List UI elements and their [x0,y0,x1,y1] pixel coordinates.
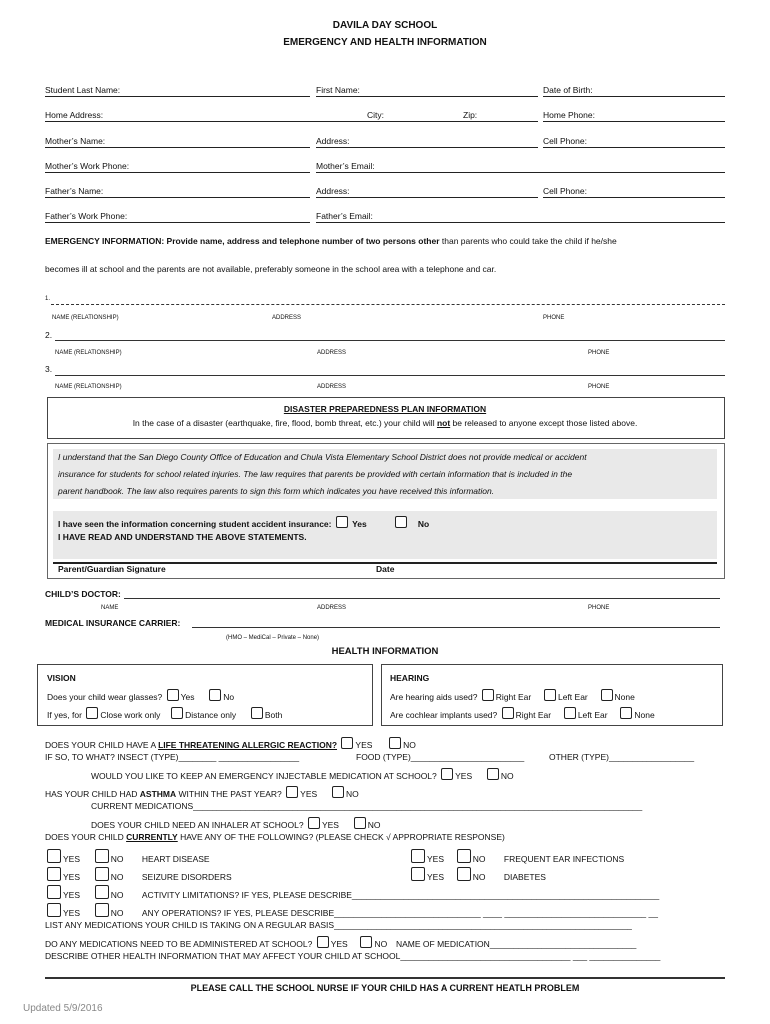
father-name-field[interactable]: Father’s Name: [45,181,310,198]
heart-yes-checkbox[interactable] [47,849,61,863]
activity-yes-checkbox[interactable] [47,885,61,899]
hearing-title: HEARING [390,673,430,683]
close-work-checkbox[interactable] [86,707,98,719]
seizure-row: YES NO SEIZURE DISORDERS [45,867,232,882]
form-title: EMERGENCY AND HEALTH INFORMATION [283,37,487,48]
home-address-field[interactable]: Home Address: City: Zip: [45,105,538,122]
father-work-phone-field[interactable]: Father’s Work Phone: [45,206,310,223]
food-allergy-field[interactable]: FOOD (TYPE)________________________ [356,752,525,762]
insurance-notice-line1: I understand that the San Diego County Office of Education and Chula Vista Elementary School District does not provide medical or accident [58,452,587,462]
epi-yes-checkbox[interactable] [441,768,453,780]
zip-label: Zip: [463,110,478,120]
disaster-plan-text: In the case of a disaster (earthquake, fire, flood, bomb threat, etc.) your child will not be released to anyone except those listed above. [132,418,638,428]
signature-label: Parent/Guardian Signature [58,564,166,574]
insurance-notice-line2: insurance for students for school related injuries. The law requires that parents be provided with certain information that is included in the [58,469,573,479]
seizure-no-checkbox[interactable] [95,867,109,881]
aids-right-ear-checkbox[interactable] [482,689,494,701]
childs-doctor-field[interactable] [124,586,720,599]
inhaler-no-checkbox[interactable] [354,817,366,829]
date-label: Date [376,564,395,574]
operations-yes-checkbox[interactable] [47,903,61,917]
mother-address-field[interactable]: Address: [316,131,538,148]
ear-no-checkbox[interactable] [457,849,471,863]
list-medications-field[interactable]: LIST ANY MEDICATIONS YOUR CHILD IS TAKING ON A REGULAR BASIS_______________________________________________________________ [45,920,632,930]
current-medications-field[interactable]: CURRENT MEDICATIONS_______________________________________________________________________________________________ [91,801,643,811]
diabetes-no-checkbox[interactable] [457,867,471,881]
glasses-use-question: If yes, for Close work only Distance only Both [47,707,282,720]
other-allergy-field[interactable]: OTHER (TYPE)__________________ [549,752,695,762]
home-phone-field[interactable]: Home Phone: [543,105,725,122]
insurance-seen-statement: I have seen the information concerning student accident insurance: Yes No [58,516,429,529]
father-cell-field[interactable]: Cell Phone: [543,181,725,198]
epi-question: WOULD YOU LIKE TO KEEP AN EMERGENCY INJECTABLE MEDICATION AT SCHOOL? YES NO [91,768,514,781]
activity-describe-field[interactable]: ACTIVITY LIMITATIONS? IF YES, PLEASE DESCRIBE_________________________________________________________________ [141,890,660,900]
allergy-question: DOES YOUR CHILD HAVE A LIFE THREATENING ALLERGIC REACTION? YES NO [45,737,416,750]
heart-disease-row: YES NO HEART DISEASE [45,849,210,864]
hearing-aids-question: Are hearing aids used? Right Ear Left Ear None [390,689,635,702]
father-email-field[interactable]: Father’s Email: [316,206,725,223]
asthma-question: HAS YOUR CHILD HAD ASTHMA WITHIN THE PAST YEAR? YES NO [45,786,359,799]
read-understand-statement: I HAVE READ AND UNDERSTAND THE ABOVE STATEMENTS. [58,532,307,542]
aids-left-ear-checkbox[interactable] [544,689,556,701]
mother-name-field[interactable]: Mother’s Name: [45,131,310,148]
childs-doctor-label: CHILD’S DOCTOR: [45,589,121,599]
inhaler-yes-checkbox[interactable] [308,817,320,829]
insect-allergy-field[interactable]: IF SO, TO WHAT? INSECT (TYPE)________ _________________ [45,752,300,762]
asthma-no-checkbox[interactable] [332,786,344,798]
school-name: DAVILA DAY SCHOOL [332,20,438,31]
seizure-yes-checkbox[interactable] [47,867,61,881]
asthma-yes-checkbox[interactable] [286,786,298,798]
aids-none-checkbox[interactable] [601,689,613,701]
describe-other-field[interactable]: DESCRIBE OTHER HEALTH INFORMATION THAT MAY AFFECT YOUR CHILD AT SCHOOL____________________________________ ___ _______________ [45,951,661,961]
both-checkbox[interactable] [251,707,263,719]
insurance-yes-checkbox[interactable] [336,516,348,528]
insurance-carrier-hint: (HMO – MediCal – Private – None) [226,635,320,641]
operations-row: YES NO ANY OPERATIONS? IF YES, PLEASE DESCRIBE_______________________________ ____ ______________________________ __ [45,903,658,918]
student-last-name-field[interactable]: Student Last Name: [45,80,310,97]
cochlear-none-checkbox[interactable] [620,707,632,719]
mother-cell-field[interactable]: Cell Phone: [543,131,725,148]
vision-title: VISION [47,673,76,683]
mother-work-phone-field[interactable]: Mother’s Work Phone: [45,156,310,173]
updated-date: Updated 5/9/2016 [23,1003,103,1014]
ear-infection-row: YES NO FREQUENT EAR INFECTIONS [409,849,624,864]
glasses-yes-checkbox[interactable] [167,689,179,701]
activity-no-checkbox[interactable] [95,885,109,899]
cochlear-left-ear-checkbox[interactable] [564,707,576,719]
cochlear-question: Are cochlear implants used? Right Ear Left Ear None [390,707,655,720]
insurance-carrier-field[interactable] [192,615,720,628]
epi-no-checkbox[interactable] [487,768,499,780]
medication-name-field[interactable]: NAME OF MEDICATION_______________________________ [395,939,637,949]
city-label: City: [367,110,384,120]
operations-no-checkbox[interactable] [95,903,109,917]
date-of-birth-field[interactable]: Date of Birth: [543,80,725,97]
nurse-notice: PLEASE CALL THE SCHOOL NURSE IF YOUR CHILD HAS A CURRENT HEATLH PROBLEM [190,983,580,993]
administer-no-checkbox[interactable] [360,936,372,948]
health-info-title: HEALTH INFORMATION [331,646,439,657]
emergency-instructions: EMERGENCY INFORMATION: Provide name, address and telephone number of two persons other than parents who could take the child if he/she [45,236,617,246]
allergy-no-checkbox[interactable] [389,737,401,749]
father-address-field[interactable]: Address: [316,181,538,198]
operations-describe-field[interactable]: ANY OPERATIONS? IF YES, PLEASE DESCRIBE_______________________________ ____ ______________________________ __ [141,908,658,918]
activity-row: YES NO ACTIVITY LIMITATIONS? IF YES, PLEASE DESCRIBE_________________________________________________________________ [45,885,659,900]
glasses-question: Does your child wear glasses? Yes No [47,689,234,702]
administer-question: DO ANY MEDICATIONS NEED TO BE ADMINISTERED AT SCHOOL? YES NO NAME OF MEDICATION_______________________________ [45,936,636,949]
insurance-carrier-label: MEDICAL INSURANCE CARRIER: [45,618,181,628]
ear-yes-checkbox[interactable] [411,849,425,863]
emergency-instructions-cont: becomes ill at school and the parents are not available, preferably someone in the school area with a telephone and car. [45,264,497,274]
diabetes-yes-checkbox[interactable] [411,867,425,881]
allergy-yes-checkbox[interactable] [341,737,353,749]
administer-yes-checkbox[interactable] [317,936,329,948]
insurance-notice-line3: parent handbook. The law also requires parents to sign this form which indicates you have received this information. [58,486,495,496]
currently-question: DOES YOUR CHILD CURRENTLY HAVE ANY OF THE FOLLOWING? (PLEASE CHECK √ APPROPRIATE RESPONSE) [45,832,505,842]
disaster-plan-title: DISASTER PREPAREDNESS PLAN INFORMATION [283,404,487,414]
cochlear-right-ear-checkbox[interactable] [502,707,514,719]
heart-no-checkbox[interactable] [95,849,109,863]
first-name-field[interactable]: First Name: [316,80,538,97]
inhaler-question: DOES YOUR CHILD NEED AN INHALER AT SCHOOL? YES NO [91,817,380,830]
distance-checkbox[interactable] [171,707,183,719]
footer-divider [45,977,725,979]
diabetes-row: YES NO DIABETES [409,867,546,882]
mother-email-field[interactable]: Mother’s Email: [316,156,725,173]
glasses-no-checkbox[interactable] [209,689,221,701]
insurance-no-checkbox[interactable] [395,516,407,528]
